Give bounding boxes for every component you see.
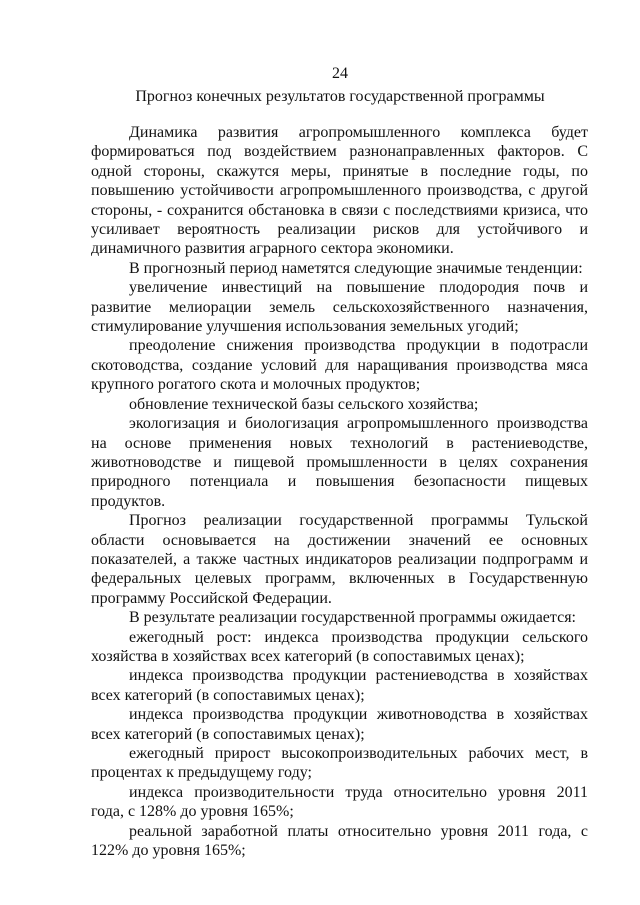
paragraph-forecast-basis: Прогноз реализации государственной программы Тульской области основывается на достижении значений ее основных показателей, а также частных индикаторов реализации подпрограмм и федеральных целевых программ, включенных в Государственную программу Российской Федерации.: [91, 512, 588, 607]
paragraph-result-wages: реальной заработной платы относительно уровня 2011 года, с 122% до уровня 165%;: [91, 822, 588, 860]
body-text: [91, 123, 588, 860]
paragraph-expected-results: В результате реализации государственной программы ожидается:: [129, 609, 576, 627]
paragraph-result-agriculture-index: ежегодный рост: индекса производства продукции сельского хозяйства в хозяйствах всех категорий (в сопоставимых ценах);: [91, 628, 588, 665]
paragraph-trend-livestock: преодоление снижения производства продукции в подотрасли скотоводства, создание условий для наращивания производства мяса крупного рогатого скота и молочных продуктов;: [91, 337, 588, 394]
page-number: 24: [332, 65, 348, 82]
paragraph-result-jobs: ежегодный прирост высокопроизводительных рабочих мест, в процентах к предыдущему году;: [91, 745, 588, 782]
paragraph-trends-intro: В прогнозный период наметятся следующие значимые тенденции:: [129, 259, 583, 277]
paragraph-result-crop-index: индекса производства продукции растениеводства в хозяйствах всех категорий (в сопоставимых ценах);: [91, 667, 588, 704]
paragraph-dynamics: Динамика развития агропромышленного комплекса будет формироваться под воздействием разнонаправленных факторов. С одной стороны, скажутся меры, принятые в последние годы, по повышению устойчивости агропромышленного производства, с другой стороны, - сохранится обстановка в связи с последствиями кризиса, что усиливает вероятность реализации рисков для устойчивого и динамичного развития аграрного сектора экономики.: [91, 124, 588, 258]
paragraph-trend-investments: увеличение инвестиций на повышение плодородия почв и развитие мелиорации земель сельскохозяйственного назначения, стимулирование улучшения использования земельных угодий;: [91, 279, 588, 336]
paragraph-result-productivity: индекса производительности труда относительно уровня 2011 года, с 128% до уровня 165%;: [91, 783, 588, 821]
paragraph-trend-ecologization: экологизация и биологизация агропромышленного производства на основе применения новых технологий в растениеводстве, животноводстве и пищевой промышленности в целях сохранения природного потенциала и повышения безопасности пищевых продуктов.: [91, 415, 588, 510]
paragraph-trend-technical-base: обновление технической базы сельского хозяйства;: [129, 395, 479, 413]
paragraph-result-livestock-index: индекса производства продукции животноводства в хозяйствах всех категорий (в сопоставимых ценах);: [91, 706, 588, 743]
section-title: Прогноз конечных результатов государственной программы: [135, 88, 545, 105]
